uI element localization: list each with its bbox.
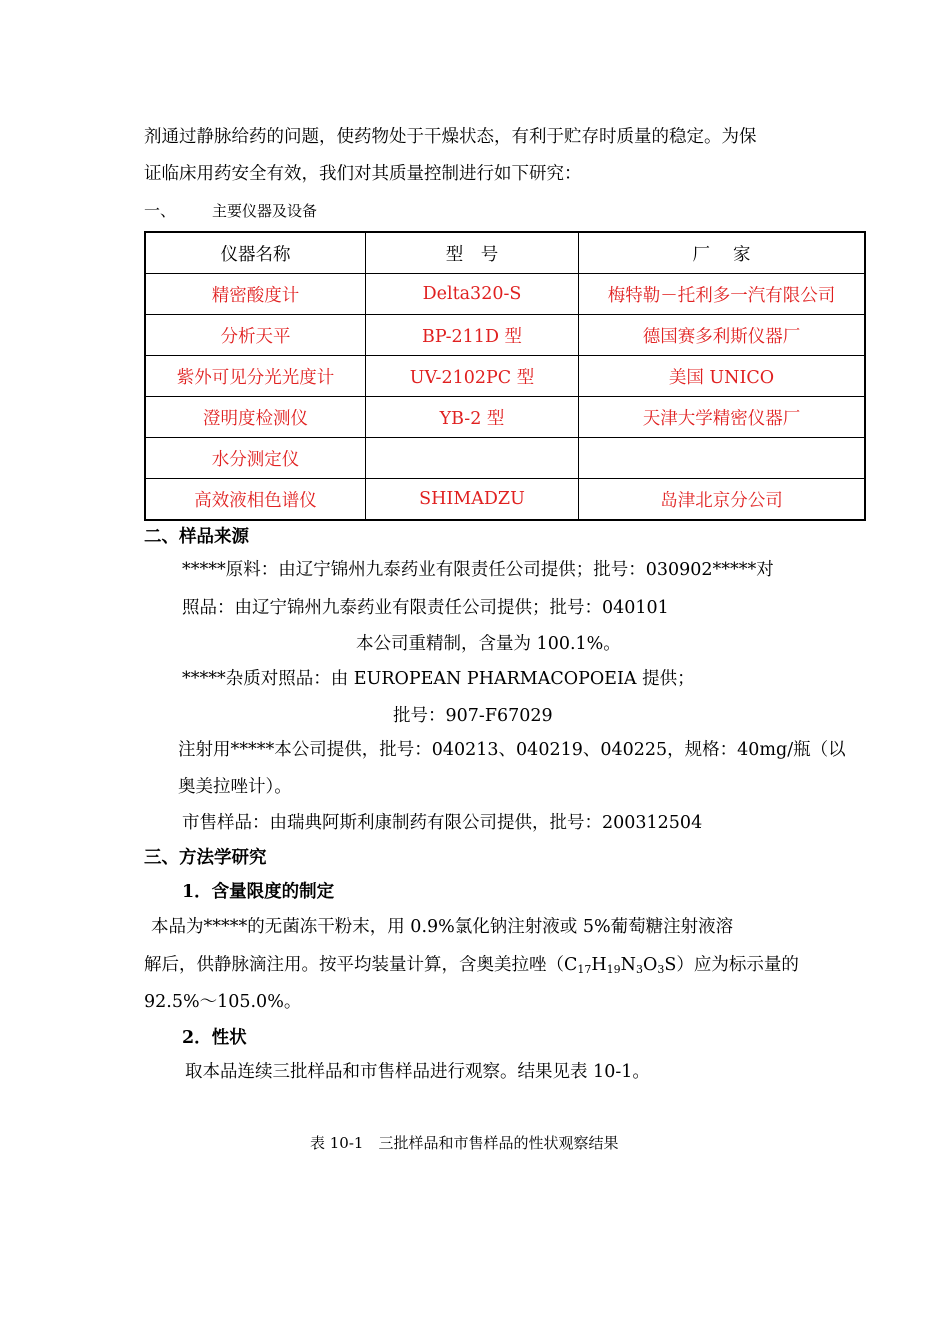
- sample-source-line: 注射用*****本公司提供，批号：040213、040219、040225，规格：40mg/瓶（以: [178, 740, 846, 760]
- table-row: [145, 479, 865, 521]
- appearance-line: 取本品连续三批样品和市售样品进行观察。结果见表 10-1。: [185, 1062, 650, 1082]
- table-cell: 梅特勒－托利多一汽有限公司: [579, 274, 866, 315]
- table-cell: YB-2 型: [366, 397, 579, 438]
- sample-source-line: 照品：由辽宁锦州九泰药业有限责任公司提供；批号：040101: [182, 598, 669, 618]
- formula-element: H: [591, 955, 607, 975]
- table-row: [145, 356, 865, 397]
- table-cell: SHIMADZU: [366, 479, 579, 521]
- section3-title: 三、方法学研究: [144, 848, 267, 868]
- intro-line-1: 剂通过静脉给药的问题，使药物处于干燥状态，有利于贮存时质量的稳定。为保: [144, 127, 757, 147]
- table-cell: [366, 438, 579, 479]
- sample-source-line: 奥美拉唑计）。: [178, 777, 292, 797]
- formula-subscript: 3: [635, 963, 643, 976]
- table-cell: UV-2102PC 型: [366, 356, 579, 397]
- sample-source-line: *****杂质对照品：由 EUROPEAN PHARMACOPOEIA 提供；: [182, 669, 695, 689]
- table-row: [145, 397, 865, 438]
- section1-title: 主要仪器及设备: [212, 202, 318, 220]
- table-cell: [579, 438, 866, 479]
- table-header-cell: 厂 家: [579, 232, 866, 274]
- formula-subscript: 19: [606, 963, 621, 976]
- section2-title: 二、样品来源: [144, 527, 249, 547]
- table-row: [145, 274, 865, 315]
- table-cell: 分析天平: [145, 315, 366, 356]
- subsection-2-title: 2．性状: [182, 1028, 247, 1048]
- intro-line-2: 证临床用药安全有效，我们对其质量控制进行如下研究：: [144, 164, 582, 184]
- content-limit-line-2: [144, 953, 799, 982]
- sample-source-line: 市售样品：由瑞典阿斯利康制药有限公司提供，批号：200312504: [182, 813, 703, 833]
- table-cell: 天津大学精密仪器厂: [579, 397, 866, 438]
- formula-element: N: [620, 955, 636, 975]
- content-limit-line-1: 本品为*****的无菌冻干粉末，用 0.9%氯化钠注射液或 5%葡萄糖注射液溶: [151, 917, 734, 937]
- instrument-table: [144, 231, 866, 521]
- table-caption: 表 10-1 三批样品和市售样品的性状观察结果: [310, 1134, 619, 1152]
- subsection-1-title: 1．含量限度的制定: [182, 882, 335, 902]
- table-cell: 精密酸度计: [145, 274, 366, 315]
- table-header-cell: 仪器名称: [145, 232, 366, 274]
- table-cell: 高效液相色谱仪: [145, 479, 366, 521]
- table-cell: 岛津北京分公司: [579, 479, 866, 521]
- table-cell: 澄明度检测仪: [145, 397, 366, 438]
- table-row: [145, 315, 865, 356]
- content-limit-line-3: 92.5%～105.0%。: [144, 992, 302, 1012]
- table-cell: 德国赛多利斯仪器厂: [579, 315, 866, 356]
- table-cell: 美国 UNICO: [579, 356, 866, 397]
- sample-source-line: 批号：907-F67029: [393, 706, 553, 726]
- table-header-cell: 型 号: [366, 232, 579, 274]
- formula-prefix: 解后，供静脉滴注用。按平均装量计算，含奥美拉唑（C: [144, 955, 578, 975]
- table-cell: BP-211D 型: [366, 315, 579, 356]
- sample-source-line: 本公司重精制，含量为 100.1%。: [356, 634, 621, 654]
- sample-source-line: *****原料：由辽宁锦州九泰药业有限责任公司提供；批号：030902*****对: [182, 560, 774, 580]
- table-row: [145, 438, 865, 479]
- formula-element: O: [642, 955, 658, 975]
- formula-subscript: 3: [657, 963, 665, 976]
- table-cell: 紫外可见分光光度计: [145, 356, 366, 397]
- formula-subscript: 17: [577, 963, 592, 976]
- table-cell: Delta320-S: [366, 274, 579, 315]
- formula-suffix: S）应为标示量的: [664, 955, 799, 975]
- table-header-row: [145, 232, 865, 274]
- section1-number: 一、: [144, 201, 177, 220]
- table-cell: 水分测定仪: [145, 438, 366, 479]
